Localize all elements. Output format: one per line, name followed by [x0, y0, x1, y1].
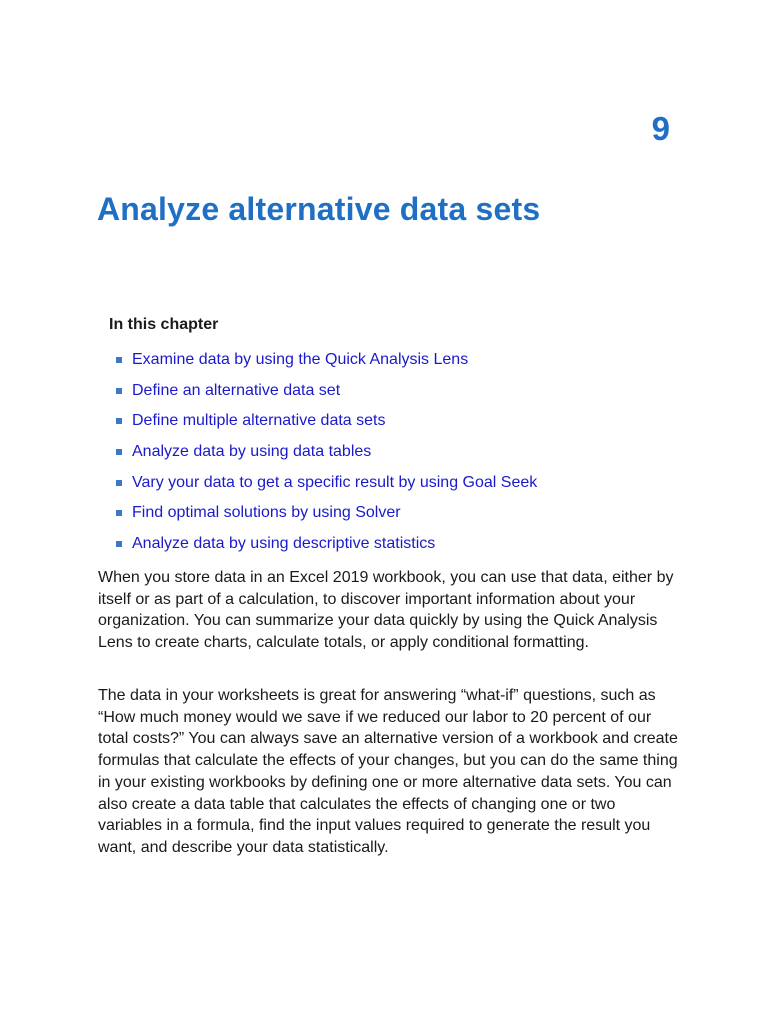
toc-link-goal-seek[interactable]: Vary your data to get a specific result by using Goal Seek: [132, 473, 538, 491]
list-item: [116, 498, 537, 529]
in-this-chapter-heading: In this chapter: [109, 316, 219, 333]
toc-link-data-tables[interactable]: Analyze data by using data tables: [132, 443, 372, 461]
toc-link-solver[interactable]: Find optimal solutions by using Solver: [132, 504, 401, 522]
square-bullet-icon: [116, 418, 122, 424]
toc-link-multiple-data-sets[interactable]: Define multiple alternative data sets: [132, 412, 386, 430]
square-bullet-icon: [116, 480, 122, 486]
chapter-contents-list: [116, 345, 537, 559]
chapter-number: 9: [651, 110, 670, 147]
list-item: [116, 437, 537, 468]
chapter-title: Analyze alternative data sets: [97, 191, 541, 227]
square-bullet-icon: [116, 510, 122, 516]
body-paragraph-intro: When you store data in an Excel 2019 workbook, you can use that data, either by itself or as part of a calculation, to discover important information about your organization. You can summarize your data quickly by using the Quick Analysis Lens to create charts, calculate totals, or apply conditional formatting.: [98, 569, 674, 652]
square-bullet-icon: [116, 357, 122, 363]
list-item: [116, 529, 537, 560]
square-bullet-icon: [116, 388, 122, 394]
toc-link-alternative-data-set[interactable]: Define an alternative data set: [132, 381, 341, 399]
list-item: [116, 467, 537, 498]
list-item: [116, 345, 537, 376]
body-paragraph-what-if: The data in your worksheets is great for answering “what-if” questions, such as “How much money would we save if we reduced our labor to 20 percent of our total costs?” You can always save an alternative version of a workbook and create formulas that calculate the effects of your changes, but you can do the same thing in your existing workbooks by defining one or more alternative data sets. You can also create a data table that calculates the effects of changing one or two variables in a formula, find the input values required to generate the result you want, and describe your data statistically.: [98, 687, 678, 856]
toc-link-descriptive-statistics[interactable]: Analyze data by using descriptive statistics: [132, 534, 436, 552]
list-item: [116, 406, 537, 437]
list-item: [116, 376, 537, 407]
toc-link-quick-analysis[interactable]: Examine data by using the Quick Analysis Lens: [132, 351, 469, 369]
square-bullet-icon: [116, 541, 122, 547]
square-bullet-icon: [116, 449, 122, 455]
